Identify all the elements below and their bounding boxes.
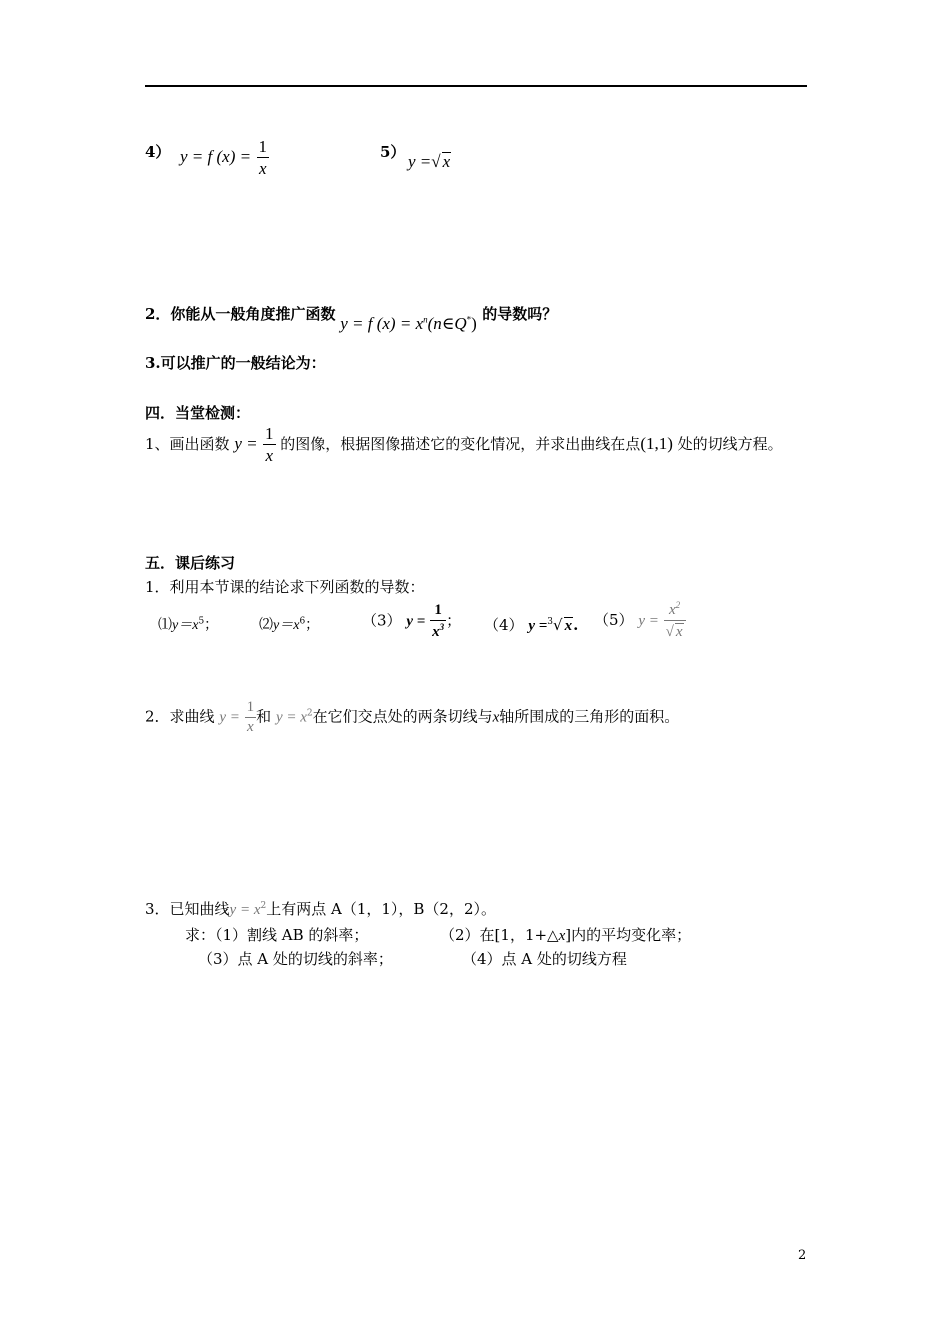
exercise-3-sub-3: （3）点 A 处的切线的斜率； <box>198 950 393 968</box>
item4-formula: y = f (x) = $\frac{1}{x}$ <box>180 137 267 178</box>
question-2: 2．你能从一般角度推广函数 y = f $(x) = x^n(n\in Q^*)$ 的导数吗？ <box>145 305 558 333</box>
exercise-3-sub-1: 求：（1）割线 AB 的斜率； <box>185 926 369 944</box>
exercise-1-text: 1．利用本节课的结论求下列函数的导数： <box>145 578 425 596</box>
exercise-1-f1: $⑴y=x^5$； <box>158 616 219 633</box>
exercise-3-sub-2: （2）在[1，1+△x]内的平均变化率； <box>440 926 692 944</box>
exercise-1-f4: （4） y =$^3$√ x. <box>484 616 579 634</box>
section-4-problem-1: 1、画出函数 y = $\frac{1}{x}$ 的图像，根据图像描述它的变化情况，并求出曲线在点(1,1) 处的切线方程。 <box>145 424 783 465</box>
exercise-3-sub-4: （4）点 A 处的切线方程 <box>462 950 627 968</box>
exercise-1-f5: （5） y = $\frac{x^2}{√ x}$ <box>594 601 686 641</box>
item4-label: 4） <box>145 143 171 161</box>
page-number: 2 <box>798 1248 807 1263</box>
header-rule <box>145 85 807 87</box>
exercise-2: 2．求曲线 y = $\frac{1}{x}$ 和 $y = x^2$在它们交点处的两条切线与x轴所围成的三角形的面积。 <box>145 699 680 735</box>
exercise-3: 3．已知曲线$y = x^2$上有两点 A（1，1），B（2，2）。 <box>145 900 497 918</box>
exercise-1-f3: （3） y = $\frac{1}{x^3}$ ； <box>362 602 462 640</box>
section-5-heading: 五．课后练习 <box>145 554 236 572</box>
item5-formula: y =√ x <box>408 152 451 171</box>
item5-label: 5） <box>380 143 406 161</box>
section-4-heading: 四．当堂检测： <box>145 404 251 422</box>
question-3: 3.可以推广的一般结论为： <box>145 354 326 372</box>
exercise-1-f2: $⑵y=x^6$； <box>259 616 320 633</box>
